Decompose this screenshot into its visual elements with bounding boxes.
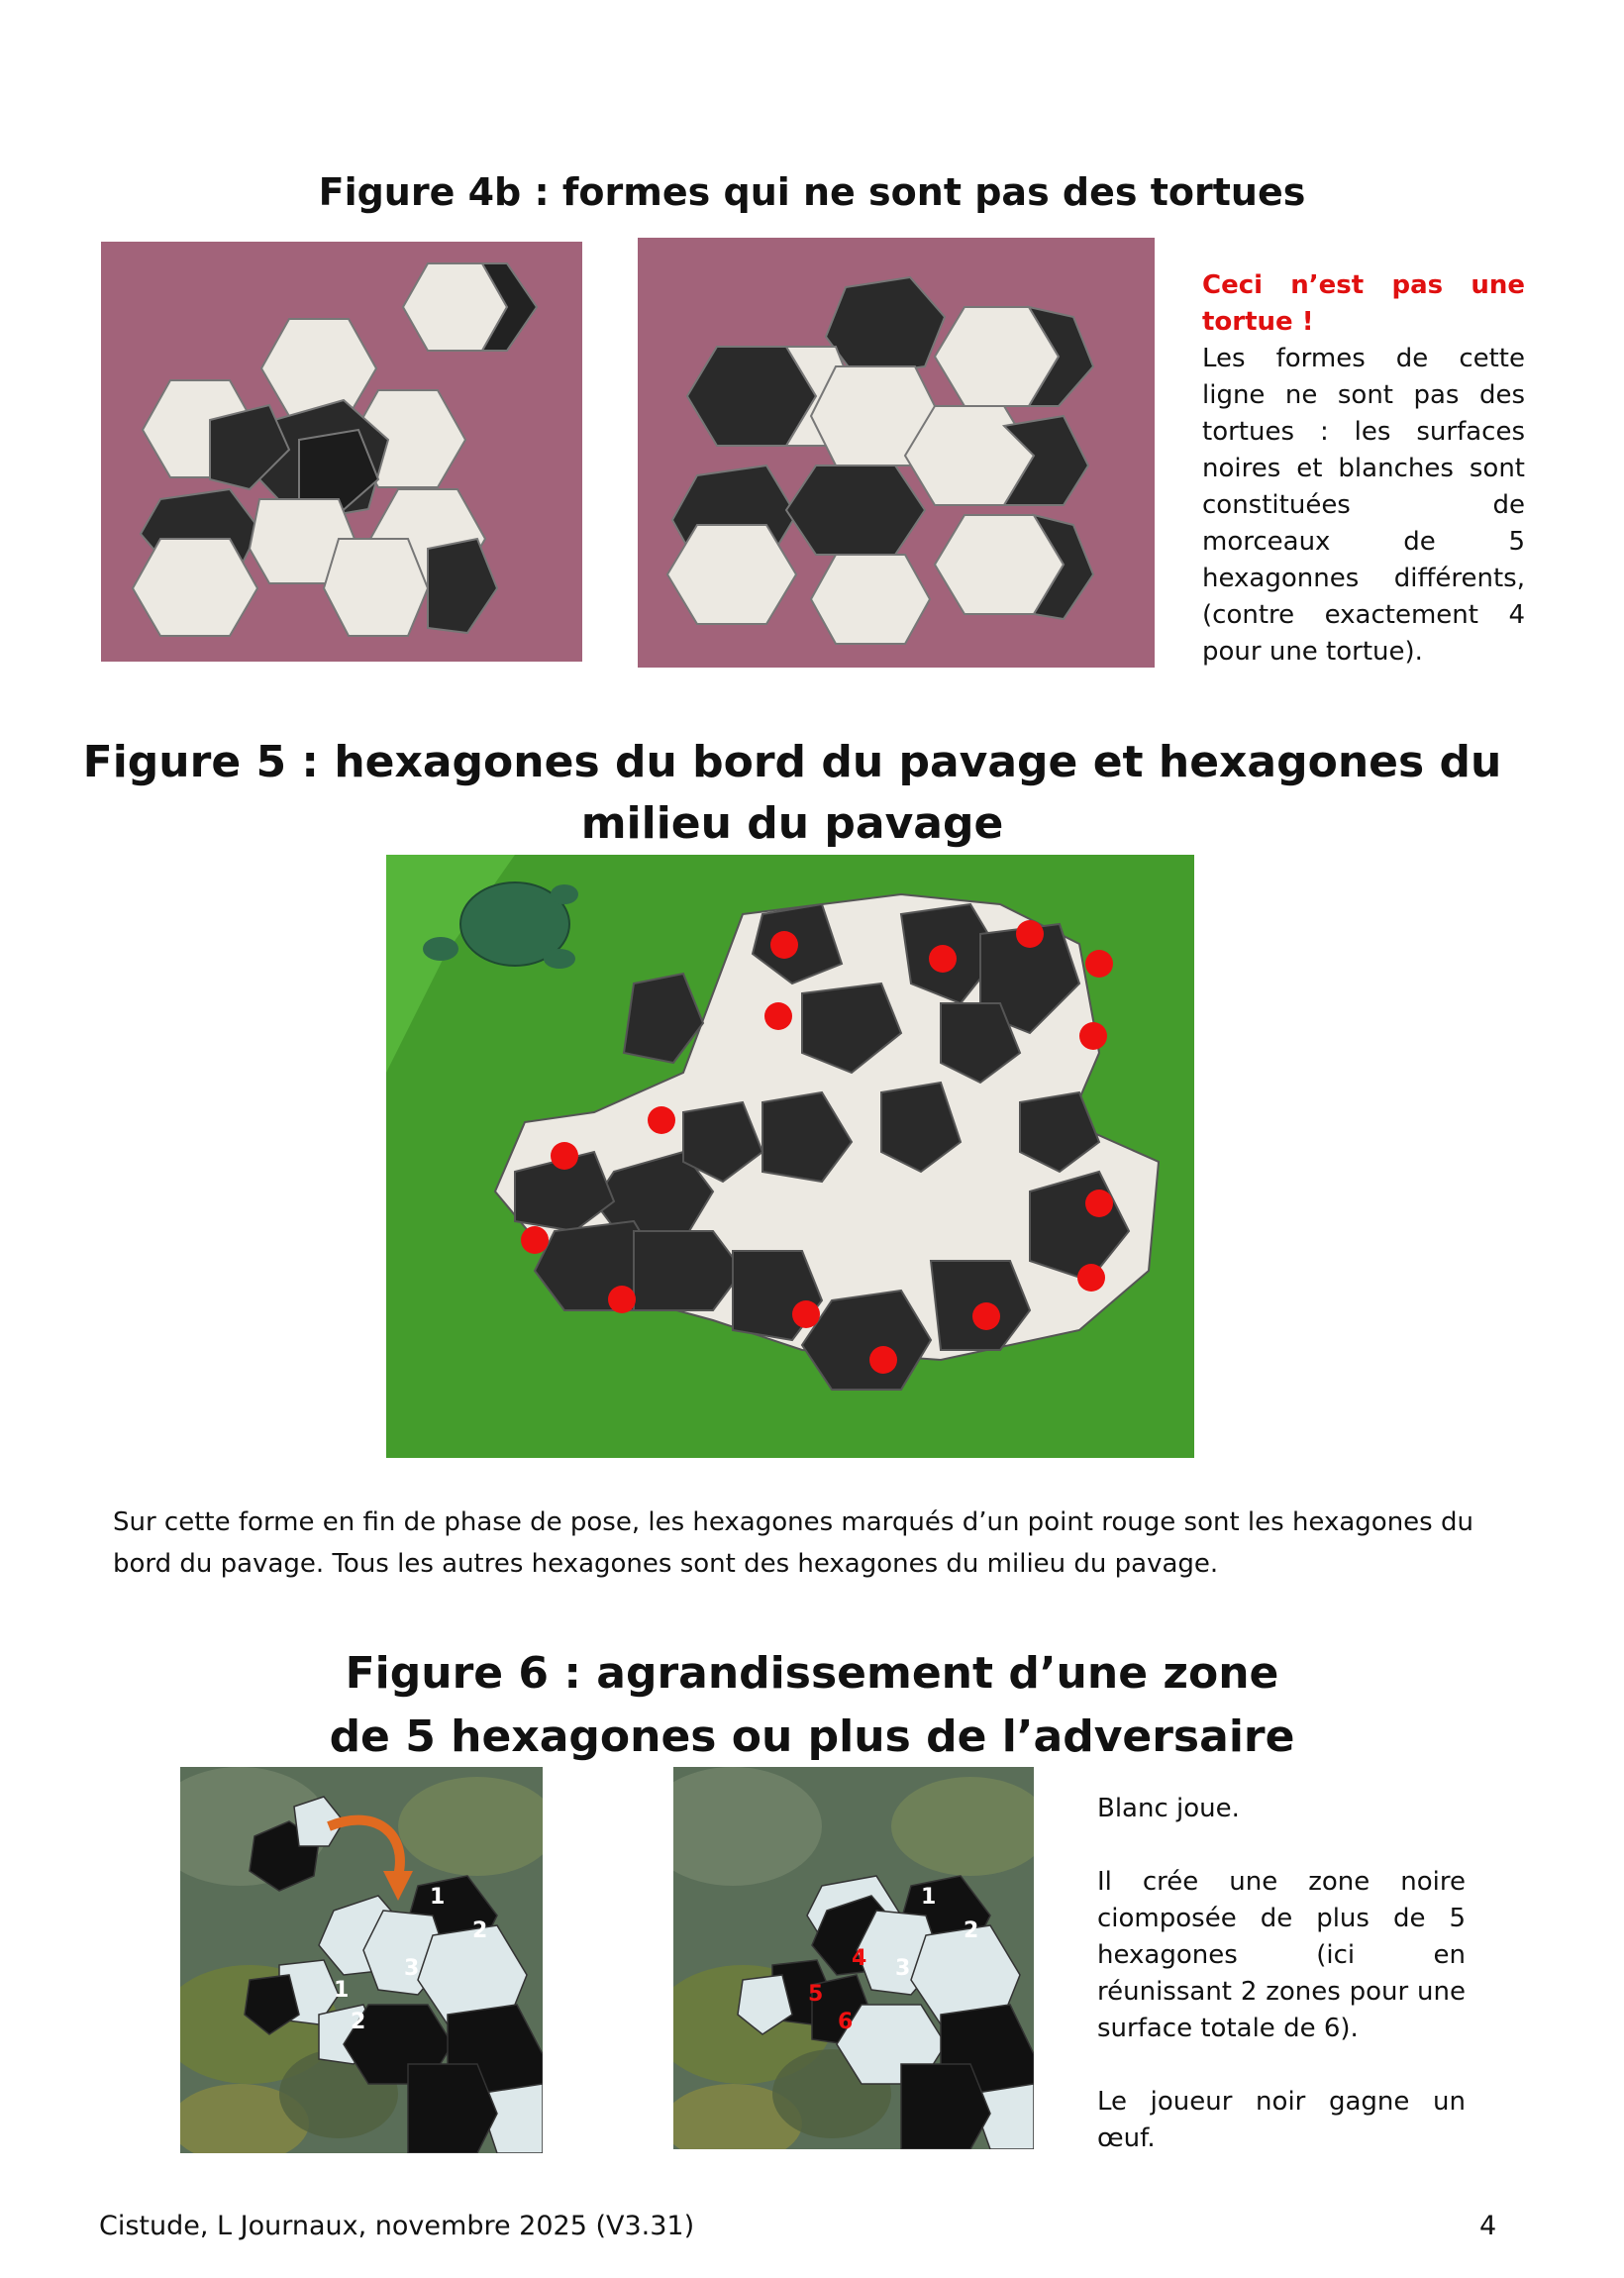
label-right-4: 4 bbox=[852, 1946, 867, 1971]
figure-4b-note bbox=[1202, 267, 1525, 671]
label-left-1b: 1 bbox=[334, 1978, 350, 2003]
figure-6-photo-after bbox=[673, 1767, 1034, 2149]
figure-6-photo-before bbox=[180, 1767, 543, 2153]
figure-5-title-line-1: Figure 5 : hexagones du bord du pavage et hexagones du bbox=[82, 737, 1502, 787]
label-right-5: 5 bbox=[808, 1982, 824, 2007]
figure-4b-photo-right bbox=[638, 238, 1155, 668]
label-right-2: 2 bbox=[964, 1918, 979, 1943]
label-right-1: 1 bbox=[921, 1885, 937, 1910]
label-left-2b: 2 bbox=[351, 2010, 366, 2034]
figure-6-title-line-2: de 5 hexagones ou plus de l’adversaire bbox=[329, 1711, 1295, 1762]
figure-6-text-p2: Il crée une zone noire ciomposée de plus de 5 hexagones (ici en réunissant 2 zones pour une surface totale de 6). bbox=[1097, 1867, 1466, 2043]
label-left-1: 1 bbox=[430, 1885, 446, 1910]
figure-5-photo bbox=[386, 855, 1194, 1458]
label-left-2: 2 bbox=[472, 1918, 488, 1943]
figure-6-explanation bbox=[1097, 1791, 1466, 2157]
figure-4b-note-body: Les formes de cette ligne ne sont pas des tortues : les surfaces noires et blanches sont constituées de morceaux de 5 hexagonnes différents, (contre exactement 4 pour une tortue). bbox=[1202, 344, 1525, 667]
figure-4b-photo-left bbox=[101, 242, 582, 662]
footer-credit: Cistude, L Journaux, novembre 2025 (V3.31) bbox=[99, 2211, 695, 2241]
label-left-3: 3 bbox=[404, 1956, 420, 1981]
figure-4b-note-heading: Ceci n’est pas une tortue ! bbox=[1202, 270, 1525, 337]
figure-6-text-p3: Le joueur noir gagne un œuf. bbox=[1097, 2087, 1466, 2153]
figure-5-title-line-2: milieu du pavage bbox=[580, 798, 1004, 849]
figure-6-text-p1: Blanc joue. bbox=[1097, 1794, 1240, 1823]
page-number: 4 bbox=[1479, 2211, 1497, 2241]
label-right-6: 6 bbox=[838, 2010, 854, 2034]
label-right-3: 3 bbox=[895, 1956, 911, 1981]
figure-4b-title: Figure 4b : formes qui ne sont pas des tortues bbox=[318, 170, 1306, 214]
figure-5-caption: Sur cette forme en fin de phase de pose, les hexagones marqués d’un point rouge sont les hexagones du bord du pavage. Tous les autres hexagones sont des hexagones du milieu du pavage. bbox=[113, 1507, 1473, 1579]
figure-6-title-line-1: Figure 6 : agrandissement d’une zone bbox=[345, 1648, 1279, 1699]
